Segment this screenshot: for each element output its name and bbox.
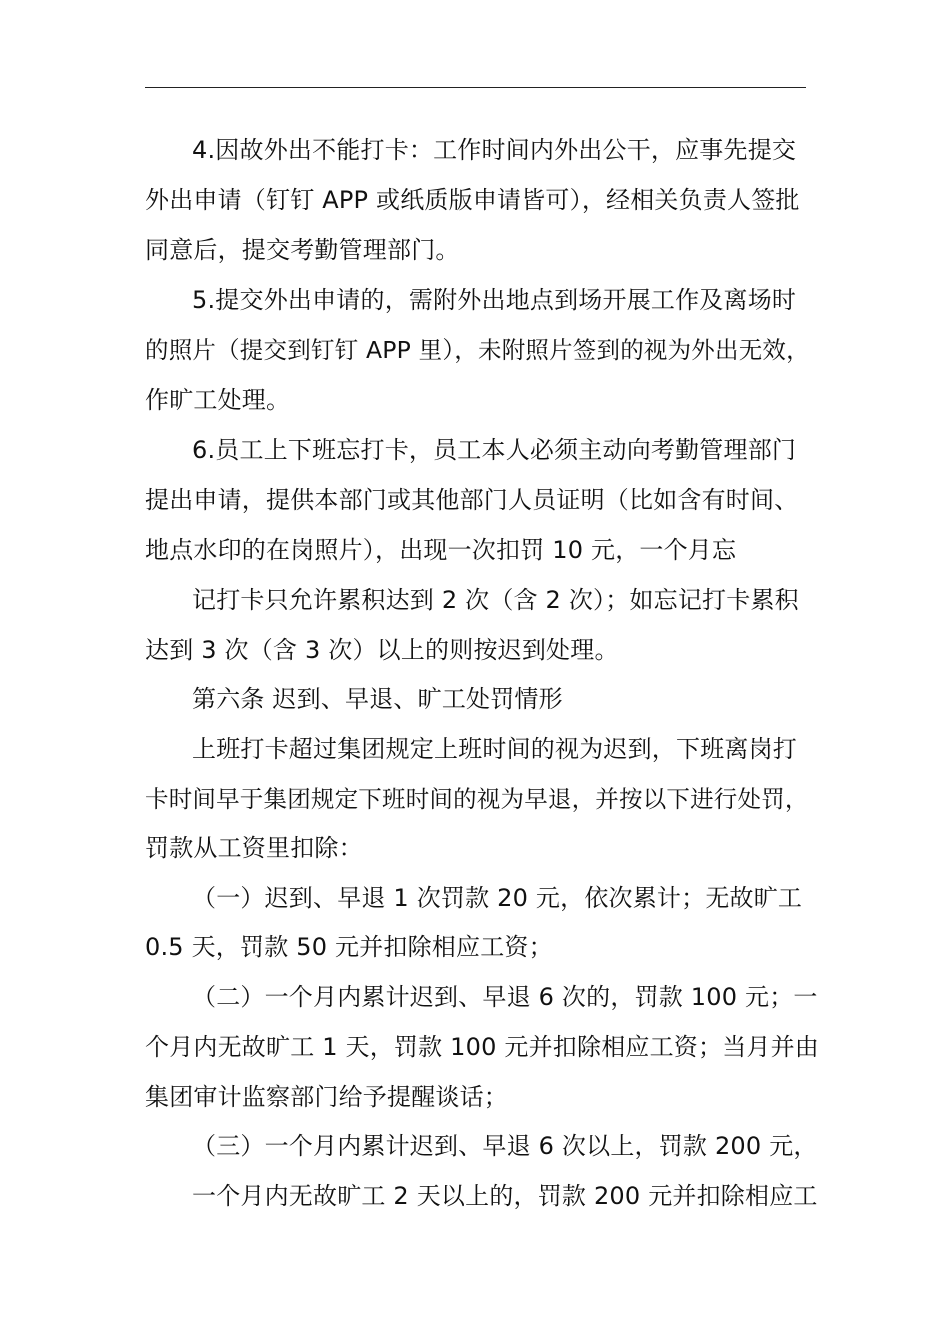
text-line: 同意后，提交考勤管理部门。 xyxy=(145,236,460,264)
text-line: 集团审计监察部门给予提醒谈话； xyxy=(145,1083,508,1111)
header-rule xyxy=(145,87,806,88)
text-line: 提出申请，提供本部门或其他部门人员证明（比如含有时间、 xyxy=(145,486,799,514)
text-line: 的照片（提交到钉钉 APP 里），未附照片签到的视为外出无效， xyxy=(145,336,810,364)
text-line: （二）一个月内累计迟到、早退 6 次的，罚款 100 元；一 xyxy=(192,983,818,1011)
text-line: 外出申请（钉钉 APP 或纸质版申请皆可），经相关负责人签批 xyxy=(145,186,800,214)
section-heading: 第六条 迟到、早退、旷工处罚情形 xyxy=(192,685,563,713)
text-line: 4.因故外出不能打卡：工作时间内外出公干，应事先提交 xyxy=(192,136,797,164)
text-line: 作旷工处理。 xyxy=(145,386,291,414)
text-line: 个月内无故旷工 1 天，罚款 100 元并扣除相应工资；当月并由 xyxy=(145,1033,819,1061)
text-line: 6.员工上下班忘打卡，员工本人必须主动向考勤管理部门 xyxy=(192,436,797,464)
text-line: 上班打卡超过集团规定上班时间的视为迟到，下班离岗打 xyxy=(192,735,797,763)
text-line: 0.5 天，罚款 50 元并扣除相应工资； xyxy=(145,933,553,961)
text-line: （一）迟到、早退 1 次罚款 20 元，依次累计；无故旷工 xyxy=(192,884,803,912)
text-line: 记打卡只允许累积达到 2 次（含 2 次）；如忘记打卡累积 xyxy=(192,586,799,614)
text-line: 罚款从工资里扣除： xyxy=(145,834,363,862)
text-line: 地点水印的在岗照片），出现一次扣罚 10 元，一个月忘 xyxy=(145,536,737,564)
text-line: 达到 3 次（含 3 次）以上的则按迟到处理。 xyxy=(145,636,619,664)
text-line: （三）一个月内累计迟到、早退 6 次以上，罚款 200 元， xyxy=(192,1132,818,1160)
text-line: 一个月内无故旷工 2 天以上的，罚款 200 元并扣除相应工 xyxy=(192,1182,818,1210)
text-line: 5.提交外出申请的，需附外出地点到场开展工作及离场时 xyxy=(192,286,797,314)
text-line: 卡时间早于集团规定下班时间的视为早退，并按以下进行处罚， xyxy=(145,785,809,813)
